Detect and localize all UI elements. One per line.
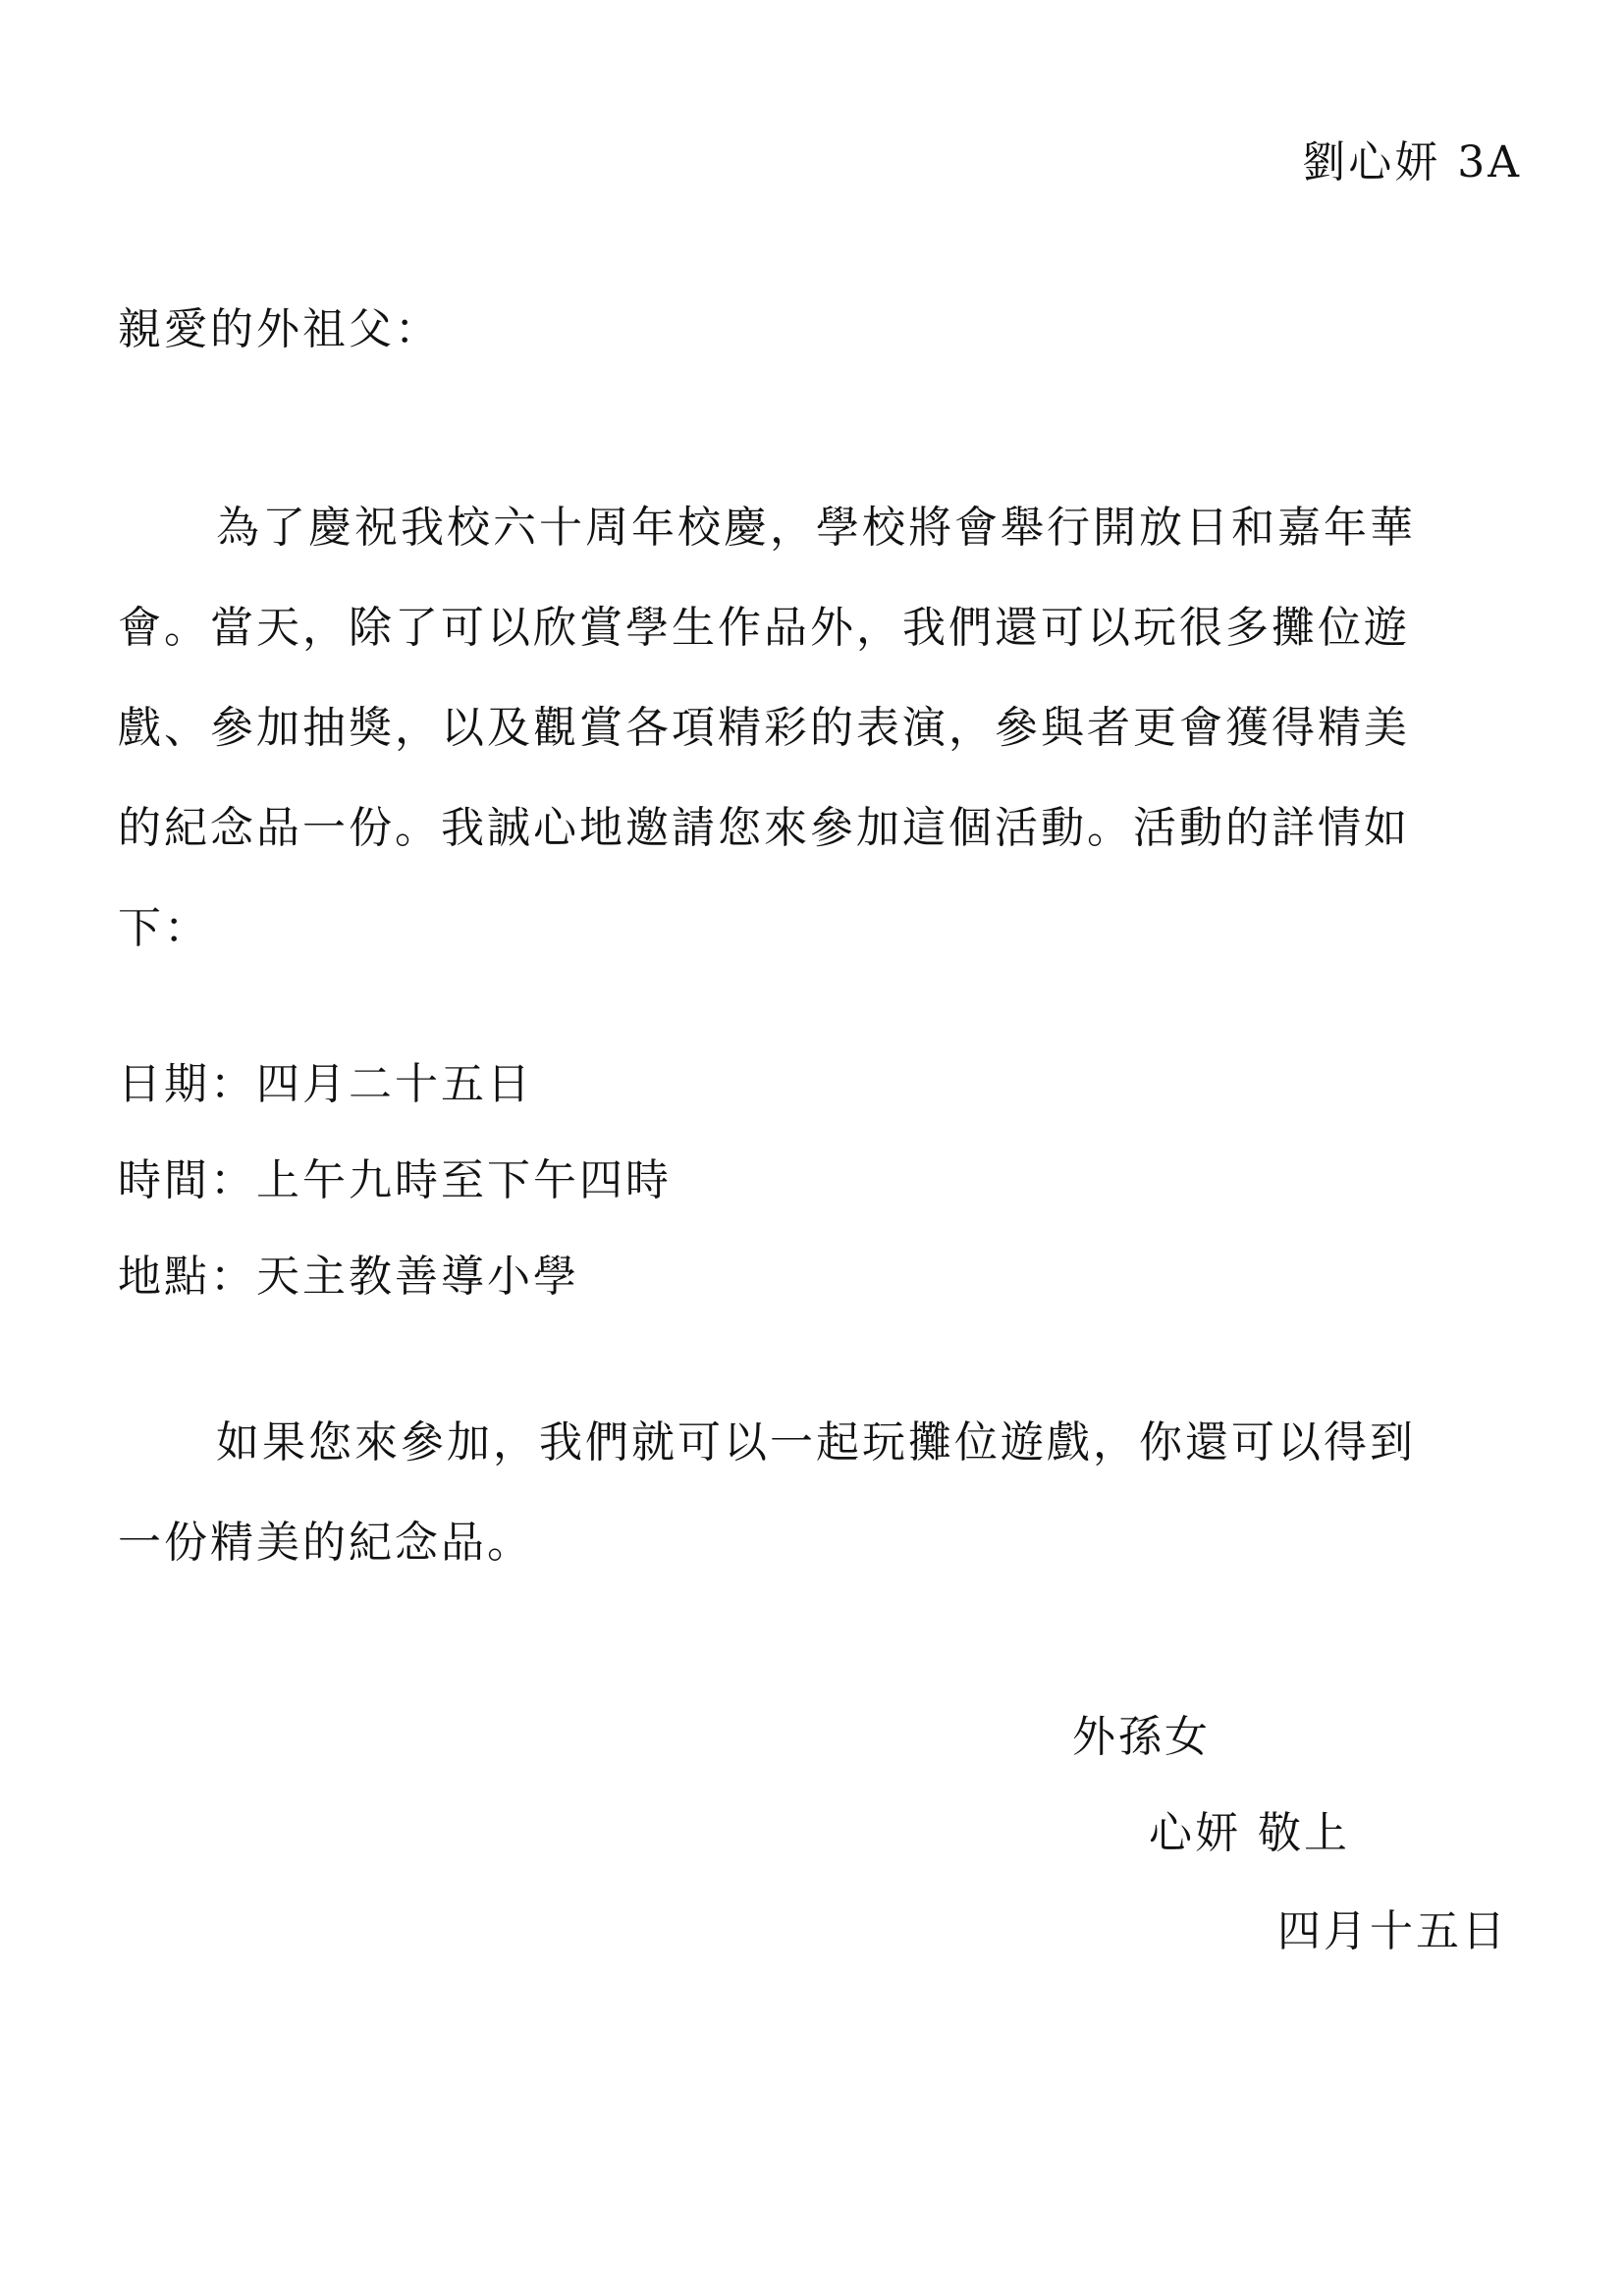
author-header: 劉心妍 3A bbox=[1302, 137, 1522, 187]
event-place: 地點：天主教善導小學 bbox=[118, 1252, 579, 1302]
closing-signature: 心妍 敬上 bbox=[1149, 1808, 1350, 1858]
paragraph2-line: 一份精美的紀念品。 bbox=[118, 1518, 533, 1568]
paragraph2-line: 如果您來參加，我們就可以一起玩攤位遊戲，你還可以得到 bbox=[216, 1417, 1416, 1468]
event-time: 時間：上午九時至下午四時 bbox=[118, 1155, 672, 1205]
paragraph1-line: 戲、參加抽獎，以及觀賞各項精彩的表演，參與者更會獲得精美 bbox=[118, 703, 1410, 753]
paragraph1-line: 的紀念品一份。我誠心地邀請您來參加這個活動。活動的詳情如 bbox=[118, 803, 1410, 853]
paragraph1-line: 會。當天，除了可以欣賞學生作品外，我們還可以玩很多攤位遊 bbox=[118, 603, 1410, 653]
event-date: 日期：四月二十五日 bbox=[118, 1059, 533, 1109]
paragraph1-line: 為了慶祝我校六十周年校慶，學校將會舉行開放日和嘉年華 bbox=[216, 503, 1416, 553]
closing-relation: 外孫女 bbox=[1072, 1712, 1211, 1762]
paragraph1-line: 下： bbox=[118, 903, 210, 953]
salutation: 親愛的外祖父： bbox=[118, 304, 441, 354]
closing-date: 四月十五日 bbox=[1277, 1906, 1508, 1956]
